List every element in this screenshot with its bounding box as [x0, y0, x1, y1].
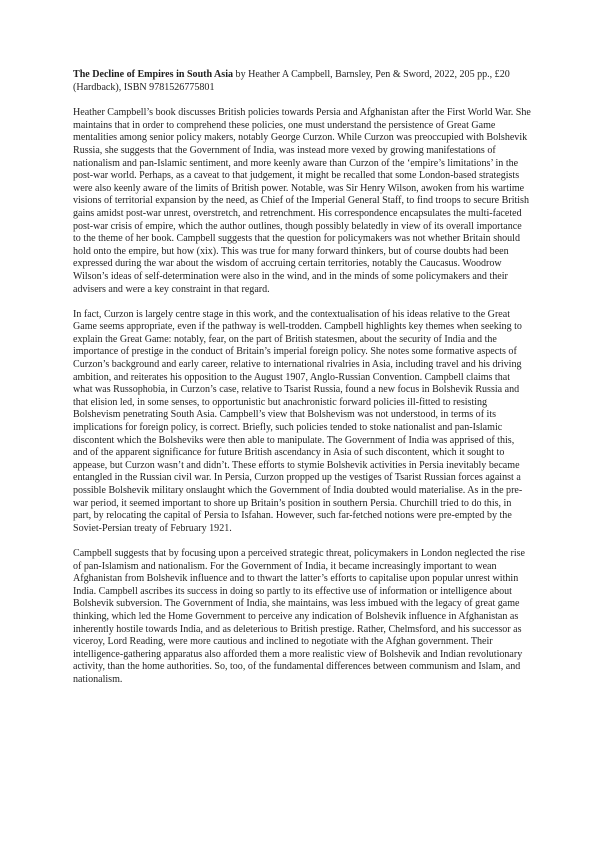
paragraph-2: In fact, Curzon is largely centre stage in this work, and the contextualisation of his ideas relative to the Great Game seems appropriate, even if the pathway is well-trodden. Campbell highlights key themes when seeking to explain the Great Game: notably, fear, on the part of British statesmen, about the security of India and the importance of prestige in the conduct of Britain’s imperial foreign policy. She notes some formative aspects of Curzon’s background and early career, relative to international rivalries in Asia, including travel and his driving ambition, and reiterates his opposition to the August 1907, Anglo-Russian Convention. Campbell claims that what was Russophobia, in Curzon’s case, relative to Tsarist Russia, found a new focus in Bolshevik Russia and that elision led, in some senses, to opportunistic but anachronistic forward policies ill-fitted to resisting Bolshevism penetrating South Asia. Campbell’s view that Bolshevism was not understood, in terms of its implications for foreign policy, is correct. Briefly, such policies tended to stoke nationalist and pan-Islamic discontent which the Bolsheviks were then able to manipulate. The Government of India was apprised of this, and of the apparent significance for future British ascendancy in Asia of such discontent, which it sought to appease, but Curzon wasn’t and didn’t. These efforts to stymie Bolshevik activities in Persia inevitably became entangled in the Russian civil war. In Persia, Curzon propped up the vestiges of Tsarist Russian forces against a possible Bolshevik military onslaught which the Government of India doubted would materialise. As in the pre-war period, it seemed important to shore up Britain’s position in southern Persia. Churchill tried to do this, in part, by relocating the capital of Persia to Isfahan. However, such far-fetched notions were pre-empted by the Soviet-Persian treaty of February 1921.	[73, 308, 523, 534]
book-citation: by Heather A Campbell, Barnsley, Pen & Sword, 2022, 205 pp., £20 (Hardback), ISBN 9781526775801	[73, 69, 510, 93]
review-page	[73, 69, 531, 699]
review-heading	[73, 69, 531, 94]
book-title: The Decline of Empires in South Asia	[73, 69, 234, 80]
paragraph-1: Heather Campbell’s book discusses British policies towards Persia and Afghanistan after the First World War. She maintains that in order to comprehend these policies, one must understand the persistence of Great Game mentalities among senior policy makers, notably George Curzon. While Curzon was preoccupied with Bolshevik Russia, she suggests that the Government of India, was instead more vexed by growing manifestations of nationalism and pan-Islamic sentiment, and more keenly aware than Curzon of the ‘empire’s limitations’ in the post-war world. Perhaps, as a caveat to that judgement, it might be recalled that some London-based strategists were also keenly aware of the limits of British power. Notable, was Sir Henry Wilson, awoken from his wartime visions of territorial expansion by the need, as Chief of the Imperial General Staff, to find troops to secure British gains amidst post-war unrest, overstretch, and retrenchment. His correspondence encapsulates the multi-faceted post-war crisis of empire, which the author outlines, though possibly belatedly in view of its overall importance to the theme of her book. Campbell suggests that the question for policymakers was not whether Britain should hold onto the empire, but how (xix). This was true for many forward thinkers, but of course doubts had been expressed during the war about the wisdom of accruing certain territories, notably the Caucasus. Woodrow Wilson’s ideas of self-determination were also in the wind, and in the minds of some policymakers and their advisers and were a key constraint in that regard.	[73, 107, 531, 295]
paragraph-3: Campbell suggests that by focusing upon a perceived strategic threat, policymakers in London neglected the rise of pan-Islamism and nationalism. For the Government of India, it became increasingly important to wean Afghanistan from Bolshevik influence and to thwart the latter’s efforts to capitalise upon popular unrest within India. Campbell ascribes its success in doing so partly to its effective use of information or intelligence about Bolshevik subversion. The Government of India, she maintains, was less imbued with the legacy of great game thinking, which led the Home Government to perceive any indication of Bolshevik influence in Afghanistan as inherently hostile towards India, and as deleterious to British prestige. Rather, Chelmsford, and his successor as viceroy, Lord Reading, were more cautious and inclined to negotiate with the Afghan government. Their intelligence-gathering apparatus also afforded them a more realistic view of Bolshevik and Indian revolutionary activity, than the home authorities. So, too, of the fundamental differences between communism and Islam, and nationalism.	[73, 547, 525, 685]
